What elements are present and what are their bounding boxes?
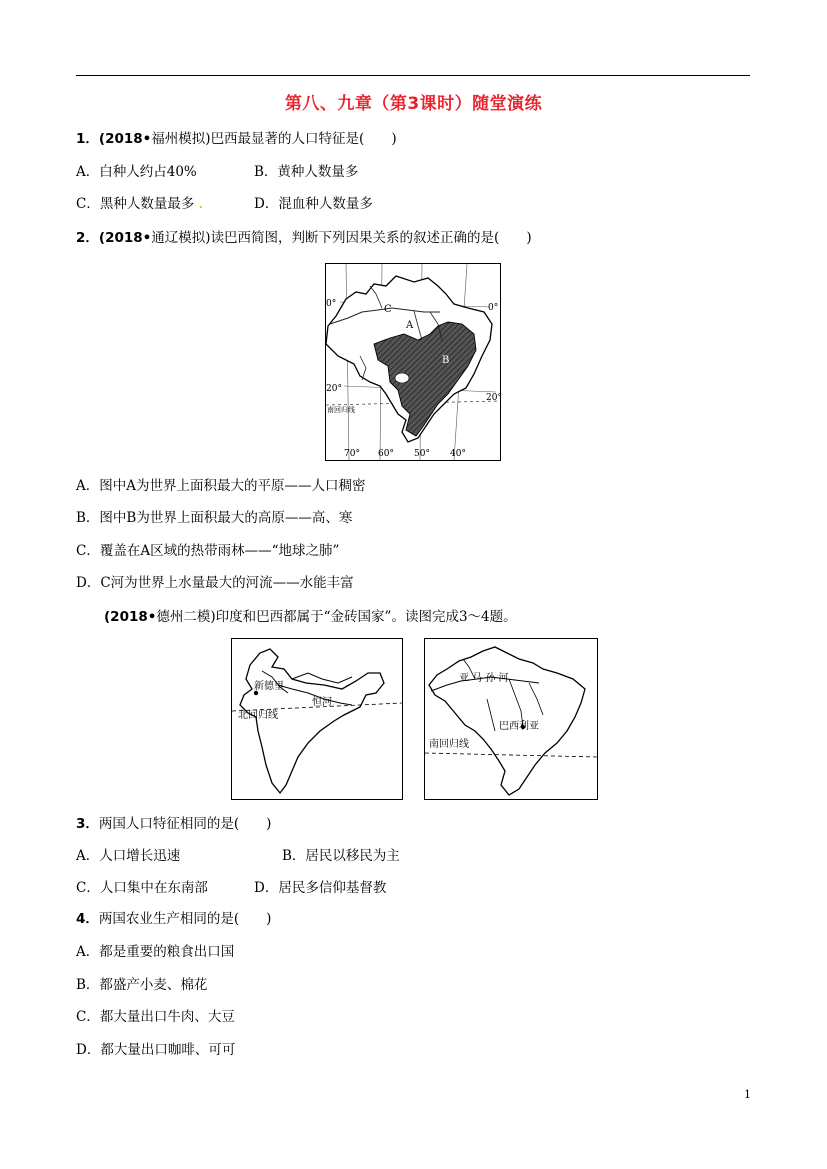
question-stem: 两国人口特征相同的是( ) (98, 816, 272, 832)
question-stem: 读巴西简图，判断下列因果关系的叙述正确的是( ) (210, 230, 532, 246)
question-1 (76, 130, 397, 148)
option-c: C．都大量出口牛肉、大豆 (76, 1009, 235, 1025)
option-b: B．都盛产小麦、棉花 (76, 977, 208, 993)
label-b: B (442, 355, 450, 366)
question-source: 福州模拟) (151, 131, 211, 147)
option-c-mark: . (198, 196, 203, 212)
question-2 (76, 229, 532, 247)
header-rule (76, 75, 750, 76)
question-number: 4． (76, 911, 99, 927)
question-3 (76, 815, 271, 833)
option-c (76, 195, 203, 213)
lon-60-label: 60° (378, 449, 394, 459)
label-a: A (406, 320, 414, 331)
brazil-map-svg (425, 639, 597, 799)
option-c: C．覆盖在A区域的热带雨林——“地球之肺” (76, 543, 340, 559)
question-stem: 两国农业生产相同的是( ) (98, 911, 272, 927)
india-map (231, 638, 403, 800)
question-source-year: (2018• (98, 131, 152, 147)
group-source-year: (2018• (104, 609, 157, 625)
page-number: 1 (744, 1088, 751, 1101)
brazil-relief-map (325, 263, 501, 461)
option-b: B．图中B为世界上面积最大的高原——高、寒 (76, 510, 353, 526)
option-a: A．白种人约占40% (76, 164, 197, 180)
option-d: D．居民多信仰基督教 (254, 880, 387, 896)
tropic-label: 南回归线 (429, 739, 469, 750)
question-number: 1． (76, 131, 99, 147)
brasilia-label: 巴西利亚 (499, 721, 539, 732)
question-4 (76, 910, 271, 928)
question-number: 3． (76, 816, 99, 832)
new-delhi-label: 新德里 (254, 681, 284, 692)
lat-20-left-label: 20° (326, 384, 342, 394)
pantanal-area (395, 373, 409, 383)
tropic-label: 南回归线 (327, 406, 355, 414)
option-c-text: C．黑种人数量最多 (76, 196, 195, 212)
tropic-label: 北回归线 (238, 710, 278, 721)
group-stem: 印度和巴西都属于“金砖国家”。读图完成3～4题。 (215, 609, 517, 625)
question-source-year: (2018• (98, 230, 152, 246)
ganges-label: 恒河 (312, 697, 332, 708)
label-c: C (384, 304, 392, 315)
option-d: D．C河为世界上水量最大的河流——水能丰富 (76, 575, 354, 591)
question-number: 2． (76, 230, 99, 246)
question-source: 通辽模拟) (151, 230, 211, 246)
india-map-svg (232, 639, 402, 799)
lon-70-label: 70° (344, 449, 360, 459)
lat-20-right-label: 20° (486, 393, 502, 403)
lat-0-left-label: 0° (326, 299, 337, 309)
option-d: D．都大量出口咖啡、可可 (76, 1042, 236, 1058)
option-d: D．混血种人数量多 (254, 196, 373, 212)
lon-40-label: 40° (450, 449, 466, 459)
page-title: 第八、九章（第3课时）随堂演练 (284, 94, 543, 114)
lon-50-label: 50° (414, 449, 430, 459)
option-a: A．都是重要的粮食出口国 (76, 944, 235, 960)
group-intro (104, 608, 517, 626)
option-b: B．黄种人数量多 (254, 164, 359, 180)
brazil-map (424, 638, 598, 800)
option-b: B．居民以移民为主 (282, 848, 400, 864)
group-source: 德州二模) (156, 609, 216, 625)
lat-0-right-label: 0° (488, 303, 499, 313)
india-outline (240, 649, 384, 793)
question-stem: 巴西最显著的人口特征是( ) (210, 131, 397, 147)
brazil-relief-map-svg (326, 264, 500, 460)
amazon-label: 亚 马 孙 河 (459, 673, 509, 684)
option-c: C．人口集中在东南部 (76, 880, 208, 896)
option-a: A．图中A为世界上面积最大的平原——人口稠密 (76, 478, 366, 494)
option-a: A．人口增长迅速 (76, 848, 181, 864)
